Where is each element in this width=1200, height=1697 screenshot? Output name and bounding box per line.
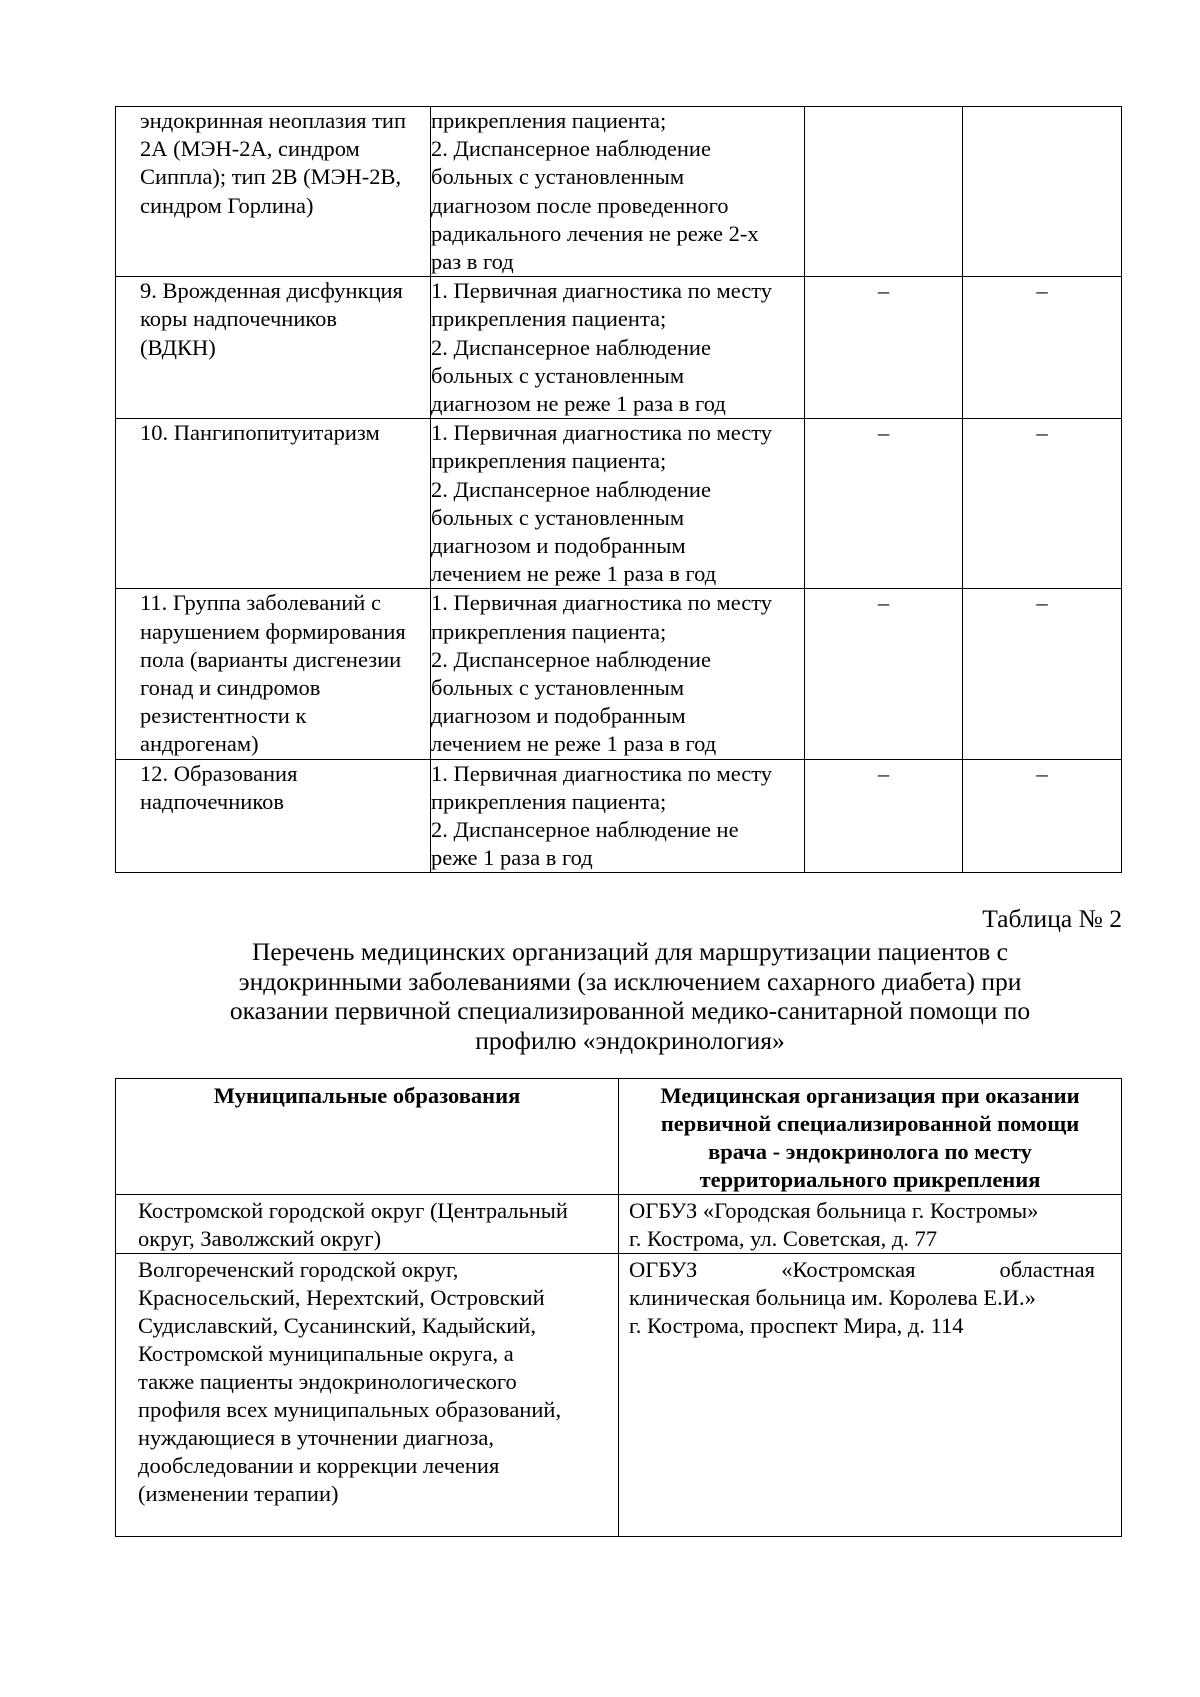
disease-line: коры надпочечников [140, 306, 338, 332]
measures-line: лечением не реже 1 раза в год [431, 731, 717, 757]
col4-cell: – [963, 589, 1122, 759]
measures-line: прикрепления пациента; [431, 788, 667, 814]
disease-cell [116, 589, 431, 759]
measures-line: больных с установленным [431, 164, 685, 190]
col3-cell: – [805, 419, 963, 589]
measures-line: диагнозом не реже 1 раза в год [431, 391, 726, 417]
header-municipal: Муниципальные образования [116, 1079, 619, 1195]
municipal-line: Костромской городской округ (Центральный [138, 1198, 568, 1223]
table-1 [115, 106, 1122, 873]
measures-line: 1. Первичная диагностика по месту [431, 760, 773, 786]
municipal-line: нуждающиеся в уточнении диагноза, [138, 1425, 494, 1450]
table-row [116, 107, 1122, 277]
table-header-row [116, 1079, 1122, 1195]
measures-cell [431, 277, 805, 419]
municipal-line: Волгореченский городской округ, [138, 1257, 459, 1282]
disease-line: пола (варианты дисгенезии [140, 646, 402, 672]
municipal-line: Красносельский, Нерехтский, Островский [138, 1285, 545, 1310]
disease-cell [116, 759, 431, 873]
disease-line: (ВДКН) [140, 334, 216, 360]
organization-first-line [629, 1256, 1095, 1284]
table-title-line: эндокринными заболеваниями (за исключением сахарного диабета) при [238, 966, 1022, 996]
municipal-line: (изменении терапии) [138, 1481, 339, 1506]
disease-cell [116, 107, 431, 277]
organization-word: областная [999, 1257, 1095, 1282]
measures-line: прикрепления пациента; [431, 306, 667, 332]
disease-line: гонад и синдромов [140, 675, 321, 701]
table-title-line: профилю «эндокринология» [475, 1025, 785, 1055]
table-row [116, 589, 1122, 759]
table-title-line: Перечень медицинских организаций для маршрутизации пациентов с [251, 937, 1009, 966]
measures-line: диагнозом и подобранным [431, 533, 686, 559]
measures-line: раз в год [431, 249, 514, 275]
municipal-line: округ, Заволжский округ) [138, 1226, 382, 1251]
organization-line: ОГБУЗ «Городская больница г. Костромы» [629, 1198, 1039, 1223]
table-row [116, 759, 1122, 873]
measures-line: больных с установленным [431, 362, 685, 388]
disease-line: 2А (МЭН-2А, синдром [140, 136, 360, 162]
col4-cell: – [963, 419, 1122, 589]
disease-line: надпочечников [140, 788, 284, 814]
disease-line: 10. Пангипопитуитаризм [140, 420, 380, 446]
table-title [150, 937, 1110, 1055]
municipal-line: также пациенты эндокринологического [138, 1369, 517, 1394]
disease-line: 12. Образования [140, 760, 298, 786]
disease-line: 9. Врожденная дисфункция [140, 278, 403, 304]
measures-line: 2. Диспансерное наблюдение [431, 476, 711, 502]
header-organization-line: территориального прикрепления [699, 1167, 1041, 1192]
municipal-line: Костромской муниципальные округа, а [138, 1341, 514, 1366]
col3-cell: – [805, 589, 963, 759]
disease-line: Сиппла); тип 2В (МЭН-2В, [140, 164, 402, 190]
measures-line: 2. Диспансерное наблюдение не [431, 817, 739, 843]
disease-line: 11. Группа заболеваний с [140, 590, 381, 616]
table-row [116, 419, 1122, 589]
col4-cell [963, 107, 1122, 277]
disease-cell [116, 277, 431, 419]
header-organization [619, 1079, 1122, 1195]
disease-line: нарушением формирования [140, 618, 406, 644]
measures-cell [431, 589, 805, 759]
table-title-line: оказании первичной специализированной медико-санитарной помощи по [229, 996, 1031, 1025]
organization-cell [619, 1254, 1122, 1537]
measures-line: 2. Диспансерное наблюдение [431, 136, 711, 162]
organization-line: клиническая больница им. Королева Е.И.» [629, 1285, 1036, 1310]
measures-line: 1. Первичная диагностика по месту [431, 590, 773, 616]
header-organization-line: первичной специализированной помощи [660, 1111, 1080, 1136]
measures-line: 2. Диспансерное наблюдение [431, 334, 711, 360]
municipal-line: дообследовании и коррекции лечения [138, 1453, 500, 1478]
municipal-cell [116, 1195, 619, 1254]
disease-line: резистентности к [140, 703, 307, 729]
measures-cell [431, 107, 805, 277]
col3-cell: – [805, 277, 963, 419]
measures-line: прикрепления пациента; [431, 108, 667, 133]
measures-line: больных с установленным [431, 675, 685, 701]
table-row [116, 1195, 1122, 1254]
measures-line: 1. Первичная диагностика по месту [431, 420, 773, 446]
disease-line: эндокринная неоплазия тип [140, 108, 407, 133]
col3-cell [805, 107, 963, 277]
organization-line: г. Кострома, проспект Мира, д. 114 [629, 1313, 964, 1338]
col4-cell: – [963, 277, 1122, 419]
table-row [116, 277, 1122, 419]
header-organization-line: врача - эндокринолога по месту [708, 1139, 1032, 1164]
organization-cell [619, 1195, 1122, 1254]
organization-line: г. Кострома, ул. Советская, д. 77 [629, 1226, 938, 1251]
measures-line: больных с установленным [431, 504, 685, 530]
measures-line: 1. Первичная диагностика по месту [431, 278, 773, 304]
table-row [116, 1254, 1122, 1537]
disease-line: синдром Горлина) [140, 192, 314, 218]
municipal-line: Судиславский, Сусанинский, Кадыйский, [138, 1313, 536, 1338]
table-2 [115, 1078, 1122, 1537]
col4-cell: – [963, 759, 1122, 873]
measures-line: прикрепления пациента; [431, 618, 667, 644]
measures-line: радикального лечения не реже 2-х [431, 220, 759, 246]
disease-line: андрогенам) [140, 731, 259, 757]
measures-line: лечением не реже 1 раза в год [431, 561, 717, 587]
municipal-line: профиля всех муниципальных образований, [138, 1397, 562, 1422]
disease-cell [116, 419, 431, 589]
measures-line: реже 1 раза в год [431, 845, 593, 871]
organization-word: «Костромская [781, 1257, 916, 1282]
organization-word: ОГБУЗ [629, 1257, 698, 1282]
measures-line: 2. Диспансерное наблюдение [431, 646, 711, 672]
municipal-cell [116, 1254, 619, 1537]
measures-line: прикрепления пациента; [431, 448, 667, 474]
measures-line: диагнозом и подобранным [431, 703, 686, 729]
col3-cell: – [805, 759, 963, 873]
header-organization-line: Медицинская организация при оказании [660, 1083, 1080, 1108]
measures-cell [431, 759, 805, 873]
measures-line: диагнозом после проведенного [431, 192, 729, 218]
measures-cell [431, 419, 805, 589]
table-number: Таблица № 2 [982, 904, 1122, 933]
